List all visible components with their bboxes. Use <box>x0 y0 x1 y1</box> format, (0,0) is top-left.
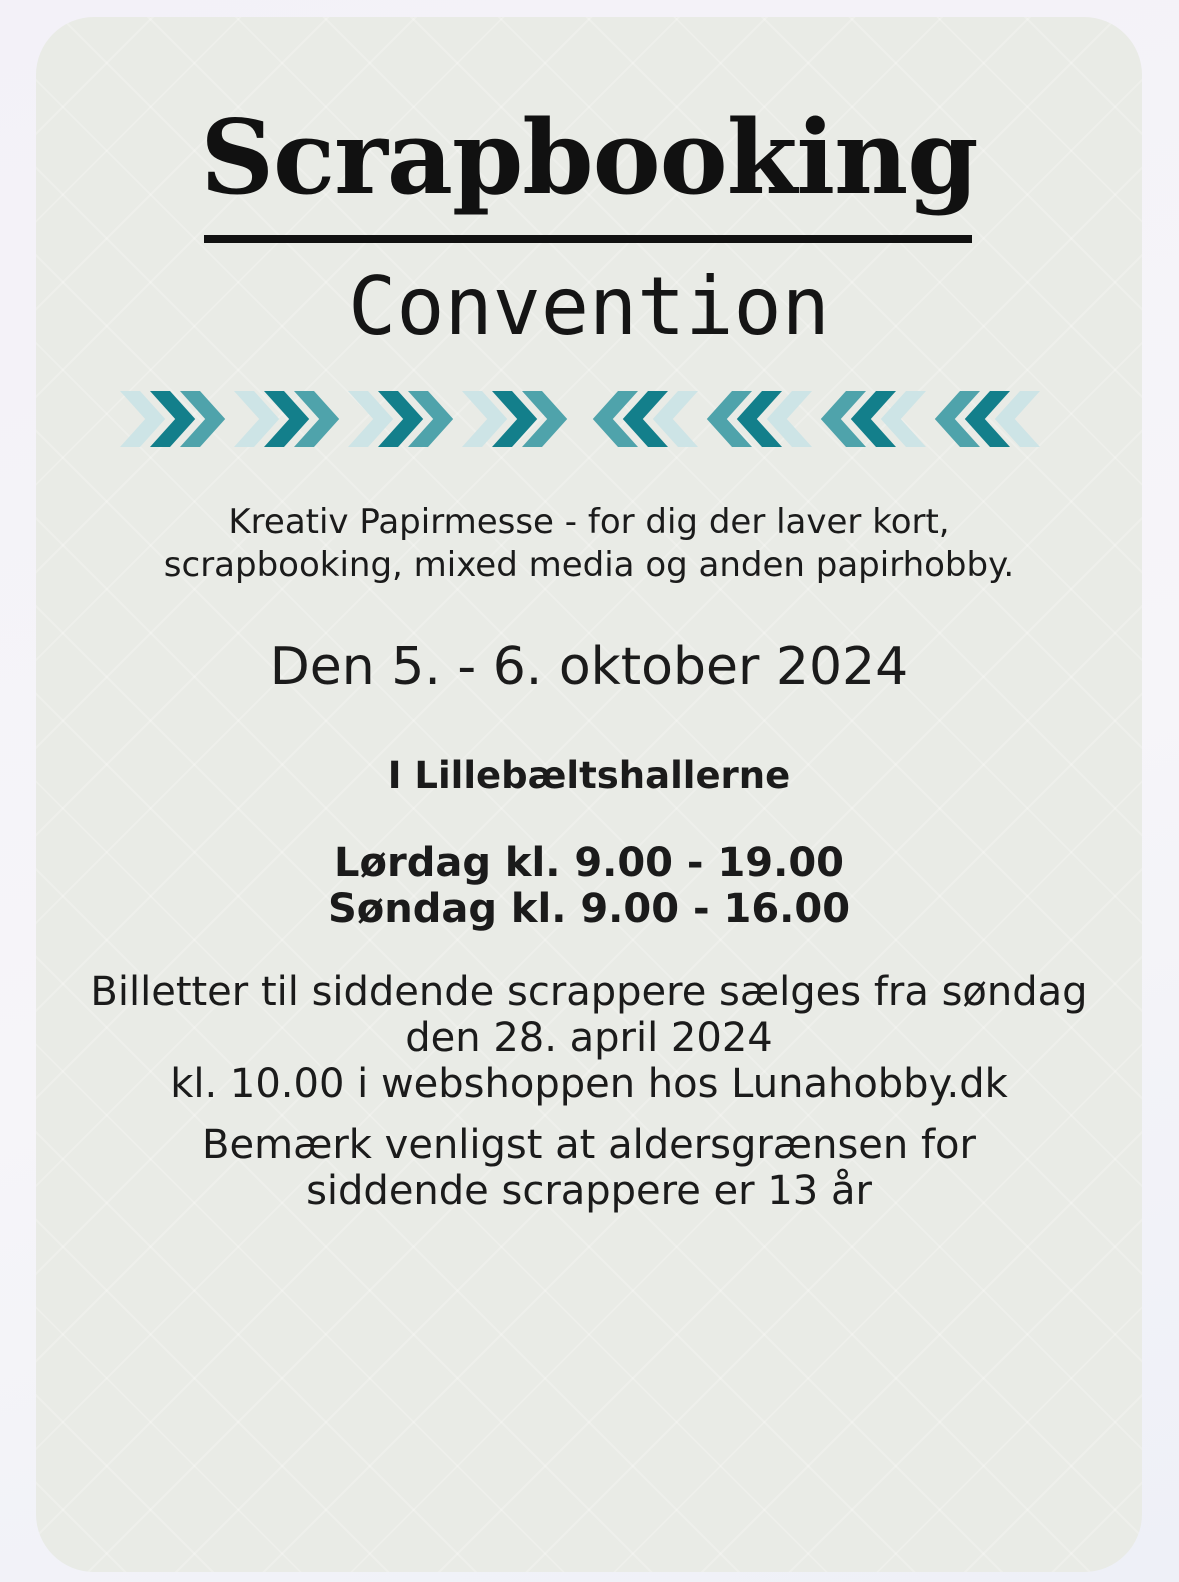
ticket-line: Billetter til siddende scrappere sælges fra søndag <box>90 969 1088 1015</box>
intro-line: Kreativ Papirmesse - for dig der laver kort, <box>228 502 950 542</box>
poster-subtitle: Convention <box>348 260 830 353</box>
age-limit-note <box>36 1122 1142 1214</box>
intro-line: scrapbooking, mixed media og anden papirhobby. <box>163 545 1015 585</box>
ticket-line: den 28. april 2024 <box>405 1015 773 1061</box>
chevron-border <box>120 391 1080 447</box>
note-line: Bemærk venligst at aldersgrænsen for <box>202 1122 976 1168</box>
event-venue: I Lillebæltshallerne <box>387 754 791 797</box>
note-line: siddende scrappere er 13 år <box>306 1168 872 1214</box>
ticket-line: kl. 10.00 i webshoppen hos Lunahobby.dk <box>170 1061 1008 1107</box>
event-dates: Den 5. - 6. oktober 2024 <box>269 637 909 697</box>
hours-sunday: Søndag kl. 9.00 - 16.00 <box>327 886 851 932</box>
poster-title: Scrapbooking <box>200 98 978 218</box>
ticket-info <box>36 969 1142 1107</box>
intro-text <box>36 501 1142 587</box>
opening-hours <box>36 840 1142 932</box>
hours-saturday: Lørdag kl. 9.00 - 19.00 <box>334 840 844 886</box>
event-poster <box>36 17 1142 1572</box>
title-underline <box>204 235 972 243</box>
